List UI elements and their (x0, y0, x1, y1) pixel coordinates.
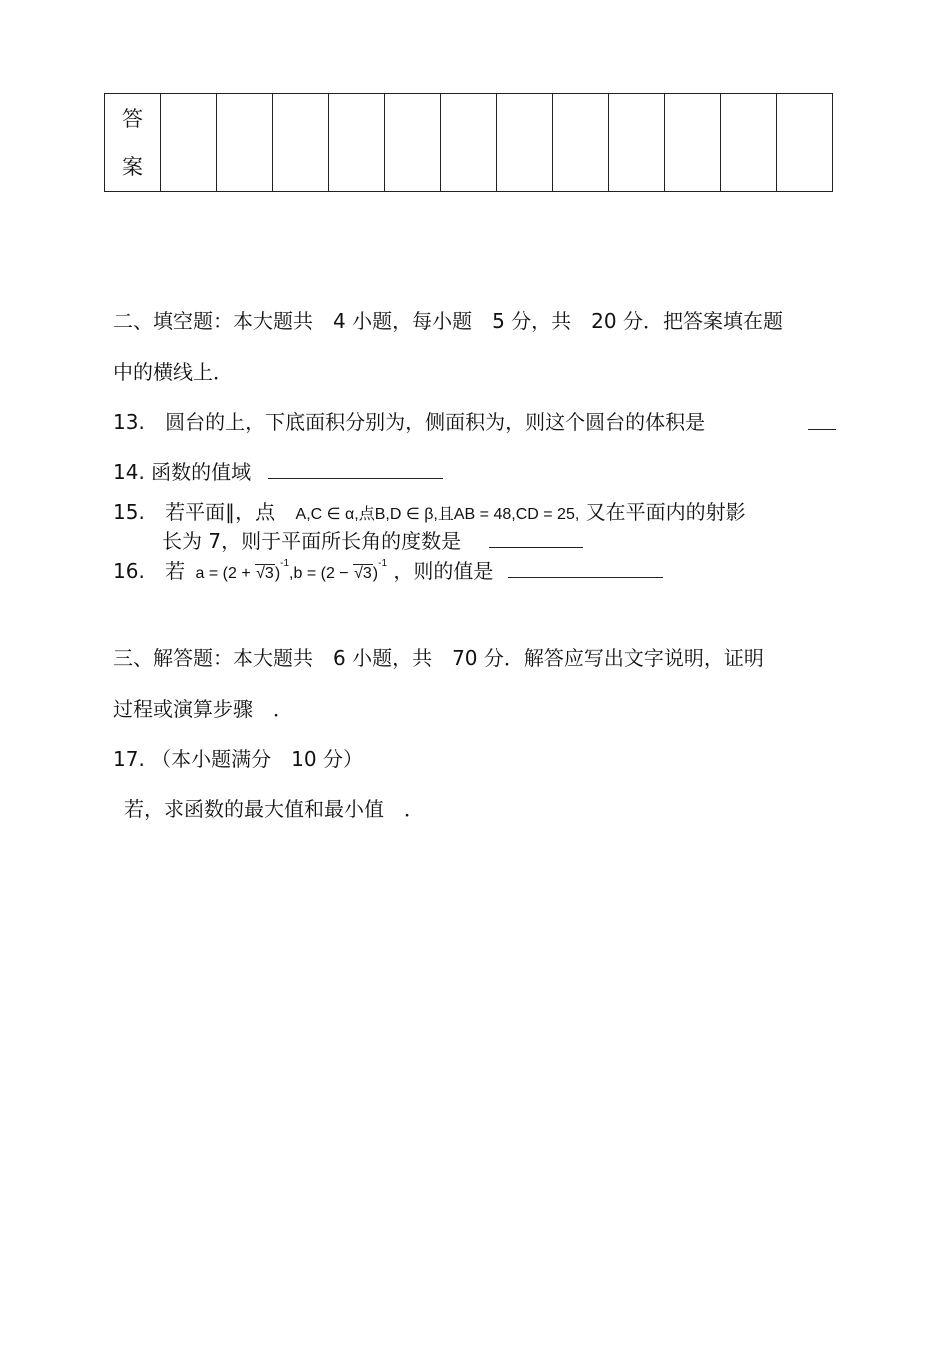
answer-cell[interactable] (609, 94, 665, 192)
question-15 (113, 496, 746, 525)
q15-number: 15. (113, 500, 145, 524)
section2-heading-line2: 中的横线上． (113, 360, 233, 384)
answer-cell[interactable] (553, 94, 609, 192)
section2-heading-line1: 二、填空题：本大题共 4 小题，每小题 5 分，共 20 分．把答案填在题 (113, 309, 783, 333)
q15-text-a: 若平面∥，点 (165, 500, 276, 524)
answer-cell[interactable] (385, 94, 441, 192)
q15-text-b: 又在平面内的射影 (585, 500, 746, 524)
q16-math-a: $a = (2 + √3)^{-1},b = (2 - √3)^{-1}$ (195, 558, 388, 582)
answer-cell[interactable] (665, 94, 721, 192)
answer-cell[interactable] (329, 94, 385, 192)
q15-answer-blank[interactable] (489, 527, 583, 548)
answer-label-bottom: 案 (122, 154, 143, 179)
question-15-line2 (162, 525, 583, 554)
q16-text-a: 若 (165, 559, 186, 583)
answer-cell[interactable] (273, 94, 329, 192)
q17-title: 17. （本小题满分 10 分） (113, 747, 363, 771)
section3-heading-line1: 三、解答题：本大题共 6 小题，共 70 分．解答应写出文字说明，证明 (113, 646, 764, 670)
q15-math: A,C ∈ α,点B,D ∈ β,且AB = 48,CD = 25, (295, 506, 580, 523)
q16-number: 16. (113, 559, 145, 583)
question-16 (113, 555, 663, 584)
question-13 (113, 406, 705, 435)
q13-answer-blank[interactable] (808, 409, 836, 430)
answer-table (104, 93, 833, 192)
q13-number: 13. (113, 410, 145, 434)
q14-number: 14. (113, 460, 145, 484)
q17-text: 若，求函数的最大值和最小值 ． (124, 797, 424, 821)
answer-cell[interactable] (497, 94, 553, 192)
section3-heading-line2: 过程或演算步骤 ． (113, 697, 293, 721)
q16-text-b: ，则的值是 (393, 559, 494, 583)
answer-label-cell (105, 94, 161, 192)
q13-text: 圆台的上，下底面积分别为，侧面积为，则这个圆台的体积是 (165, 410, 706, 434)
answer-cell[interactable] (777, 94, 833, 192)
answer-cell[interactable] (441, 94, 497, 192)
q15-line2: 长为 7，则于平面所长角的度数是 (162, 529, 462, 553)
q14-text: 函数的值域 (151, 460, 252, 484)
q16-answer-blank[interactable] (508, 557, 663, 578)
answer-label-top: 答 (122, 106, 143, 131)
q14-answer-blank[interactable] (268, 458, 443, 479)
answer-cell[interactable] (721, 94, 777, 192)
answer-cell[interactable] (217, 94, 273, 192)
answer-cell[interactable] (161, 94, 217, 192)
question-14 (113, 456, 443, 485)
